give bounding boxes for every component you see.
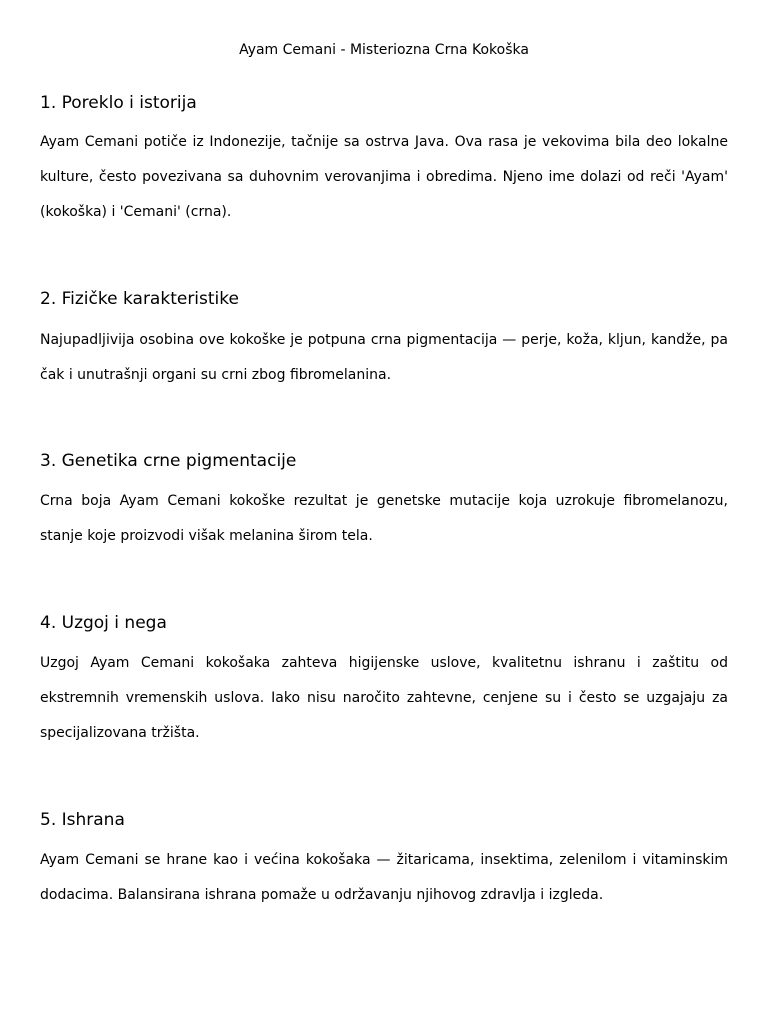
section-body-diet: Ayam Cemani se hrane kao i većina kokošaka — žitaricama, insektima, zelenilom i vitaminskim dodacima. Balansirana ishrana pomaže u održavanju njihovog zdravlja i izgleda. xyxy=(40,852,728,903)
section-heading-physical: 2. Fizičke karakteristike xyxy=(40,289,239,309)
section-body-breeding: Uzgoj Ayam Cemani kokošaka zahteva higijenske uslove, kvalitetnu ishranu i zaštitu od ekstremnih vremenskih uslova. Iako nisu naročito zahtevne, cenjene su i često se uzgajaju za specijalizovana tržišta. xyxy=(40,655,728,741)
section-body-physical: Najupadljivija osobina ove kokoške je potpuna crna pigmentacija — perje, koža, kljun, kandže, pa čak i unutrašnji organi su crni zbog fibromelanina. xyxy=(40,332,728,383)
section-heading-origin: 1. Poreklo i istorija xyxy=(40,93,197,113)
section-heading-diet: 5. Ishrana xyxy=(40,810,125,830)
section-body-genetics: Crna boja Ayam Cemani kokoške rezultat je genetske mutacije koja uzrokuje fibromelanozu, stanje koje proizvodi višak melanina širom tela. xyxy=(40,493,728,544)
section-body-origin: Ayam Cemani potiče iz Indonezije, tačnije sa ostrva Java. Ova rasa je vekovima bila deo lokalne kulture, često povezivana sa duhovnim verovanjima i obredima. Njeno ime dolazi od reči 'Ayam' (kokoška) i 'Cemani' (crna). xyxy=(40,134,728,220)
document-title: Ayam Cemani - Misteriozna Crna Kokoška xyxy=(239,42,529,58)
section-heading-breeding: 4. Uzgoj i nega xyxy=(40,613,167,633)
section-heading-genetics: 3. Genetika crne pigmentacije xyxy=(40,451,297,471)
